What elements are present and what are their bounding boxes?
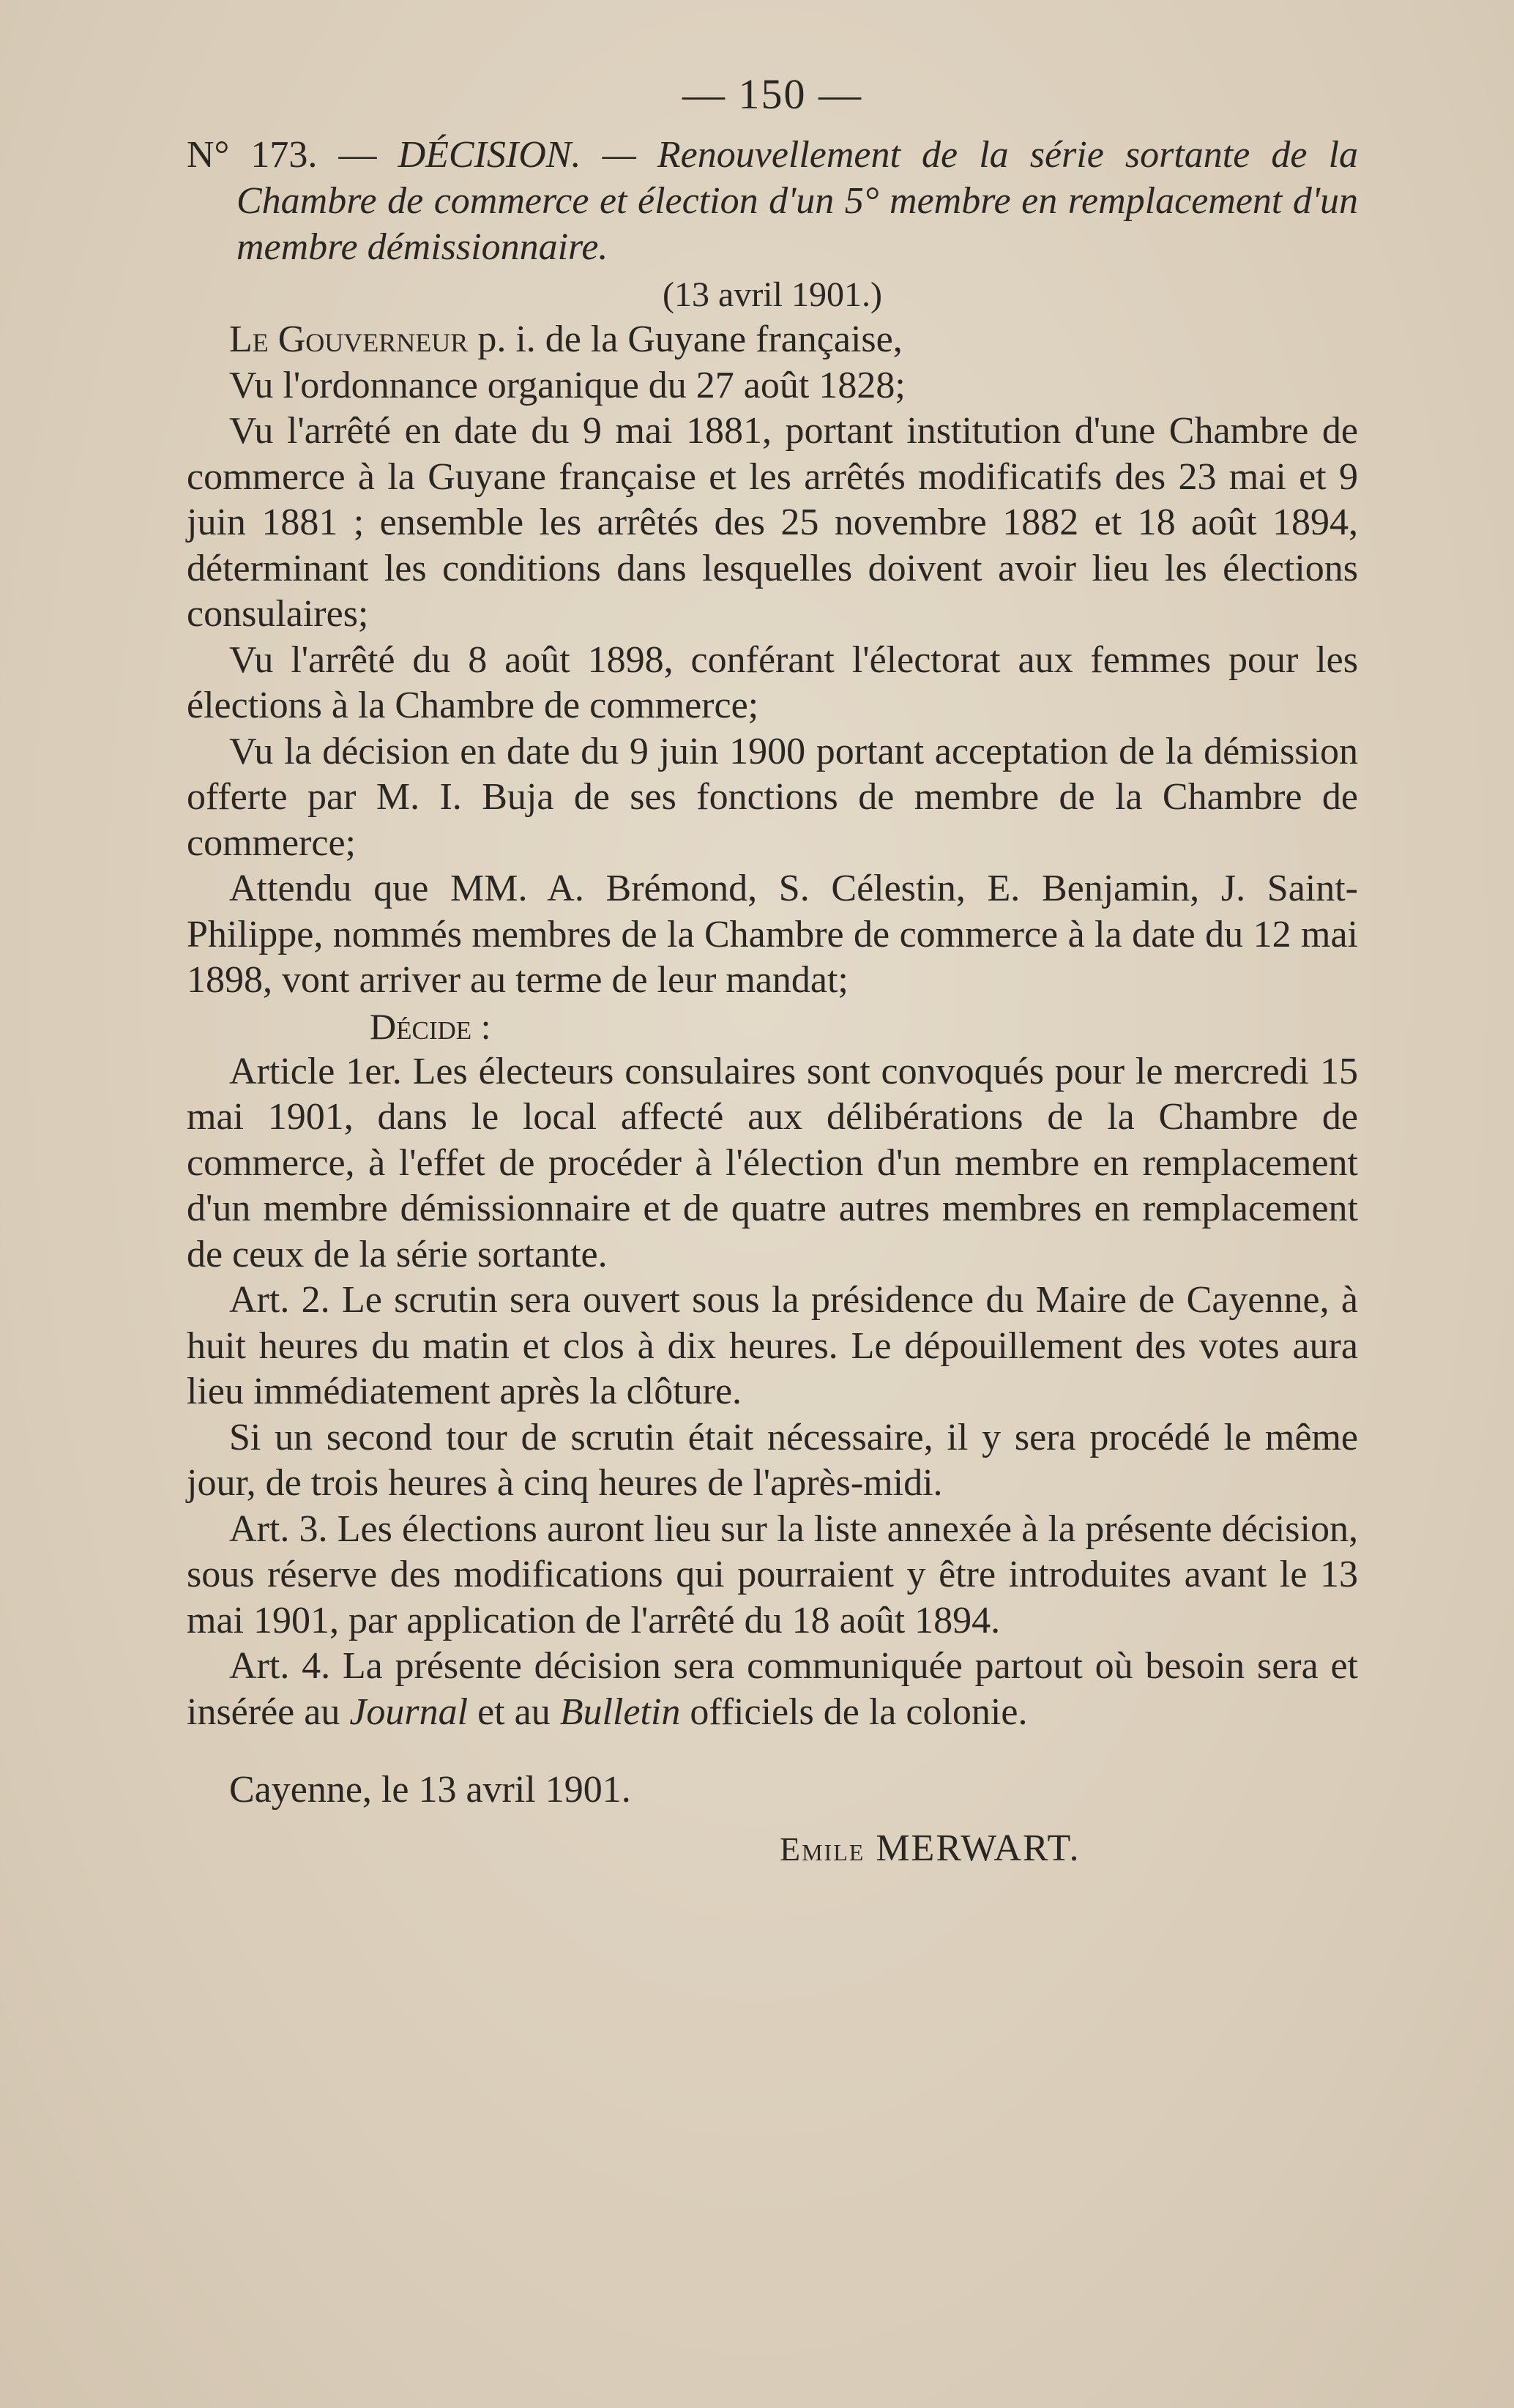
page-number: — 150 — (682, 70, 862, 118)
consideration-paragraph: Attendu que MM. A. Brémond, S. Célestin, E. Benjamin, J. Saint-Philippe, nommés membres de la Chambre de commerce à la date du 12 mai 1898, vont arriver au terme de leur mandat; (187, 868, 1358, 1001)
article-text: Le scrutin sera ouvert sous la présidence du Maire de Cayenne, à huit heures du matin et clos à dix heures. Le dépouillement des votes aura lieu immédiatement après la clôture. (187, 1279, 1358, 1412)
article-4-paragraph (187, 1644, 1358, 1735)
consideration-paragraph: Vu la décision en date du 9 juin 1900 portant acceptation de la démission offerte par M. I. Buja de ses fonctions de membre de la Chambre de commerce; (187, 730, 1358, 864)
consideration-paragraph: Vu l'arrêté en date du 9 mai 1881, portant institution d'une Chambre de commerce à la Guyane française et les arrêtés modificatifs des 23 mai et 9 juin 1881 ; ensemble les arrêtés des 25 novembre 1882 et 18 août 1894, déterminant les conditions dans lesquelles doivent avoir lieu les élections consulaires; (187, 410, 1358, 635)
article-paragraph (187, 1507, 1358, 1644)
decision-kind: DÉCISION. (398, 134, 581, 176)
signature-first-name: Emile (780, 1830, 865, 1868)
article-text: Les élections auront lieu sur la liste annexée à la présente décision, sous réserve des modifications qui pourraient y être introduites avant le 13 mai 1901, par application de l'arrêté du 18 août 1894. (187, 1507, 1358, 1641)
heading-separator: — (317, 134, 398, 176)
article-text: Les électeurs consulaires sont convoqués pour le mercredi 15 mai 1901, dans le local affecté aux délibérations de la Chambre de commerce, à l'effet de procéder à l'élection d'un membre en remplacement d'un membre démissionnaire et de quatre autres membres en remplacement de ceux de la série sortante. (187, 1050, 1358, 1275)
article-text: La présente décision sera communiquée partout où besoin sera et insérée au (187, 1645, 1358, 1733)
decide-label: Décide : (370, 1005, 491, 1047)
decision-date: (13 avril 1901.) (663, 275, 882, 314)
article-paragraph (187, 1415, 1358, 1507)
article-lead: Art. 3. (229, 1507, 328, 1550)
decision-heading (187, 132, 1358, 270)
document-page (187, 70, 1358, 1872)
article-lead: Art. 2. (229, 1279, 330, 1321)
decision-number: N° 173. (187, 134, 318, 176)
article-paragraph (187, 1049, 1358, 1278)
preamble (187, 317, 1358, 363)
article-text: Si un second tour de scrutin était nécessaire, il y sera procédé le même jour, de trois heures à cinq heures de l'après-midi. (187, 1416, 1358, 1504)
signature-last-name: MERWART. (876, 1827, 1081, 1869)
closing-place-date: Cayenne, le 13 avril 1901. (229, 1769, 631, 1811)
bulletin-title: Bulletin (559, 1691, 681, 1733)
consideration-paragraph: Vu l'arrêté du 8 août 1898, conférant l'électorat aux femmes pour les élections à la Chambre de commerce; (187, 638, 1358, 726)
journal-title: Journal (349, 1691, 469, 1733)
signature (780, 1826, 1358, 1872)
author-rest: p. i. de la Guyane française, (468, 318, 903, 360)
article-lead: Article 1er. (229, 1050, 402, 1092)
article-paragraph (187, 1278, 1358, 1415)
article-lead: Art. 4. (229, 1645, 331, 1687)
article-text: et au (468, 1691, 560, 1733)
decision-title: — Renouvellement de la série sortante de la Chambre de commerce et élection d'un 5° membre en remplacement d'un membre démissionnaire. (236, 134, 1359, 268)
consideration-paragraph: Vu l'ordonnance organique du 27 août 1828; (229, 364, 906, 406)
article-text: officiels de la colonie. (680, 1691, 1028, 1733)
author-title: Le Gouverneur (229, 318, 469, 360)
